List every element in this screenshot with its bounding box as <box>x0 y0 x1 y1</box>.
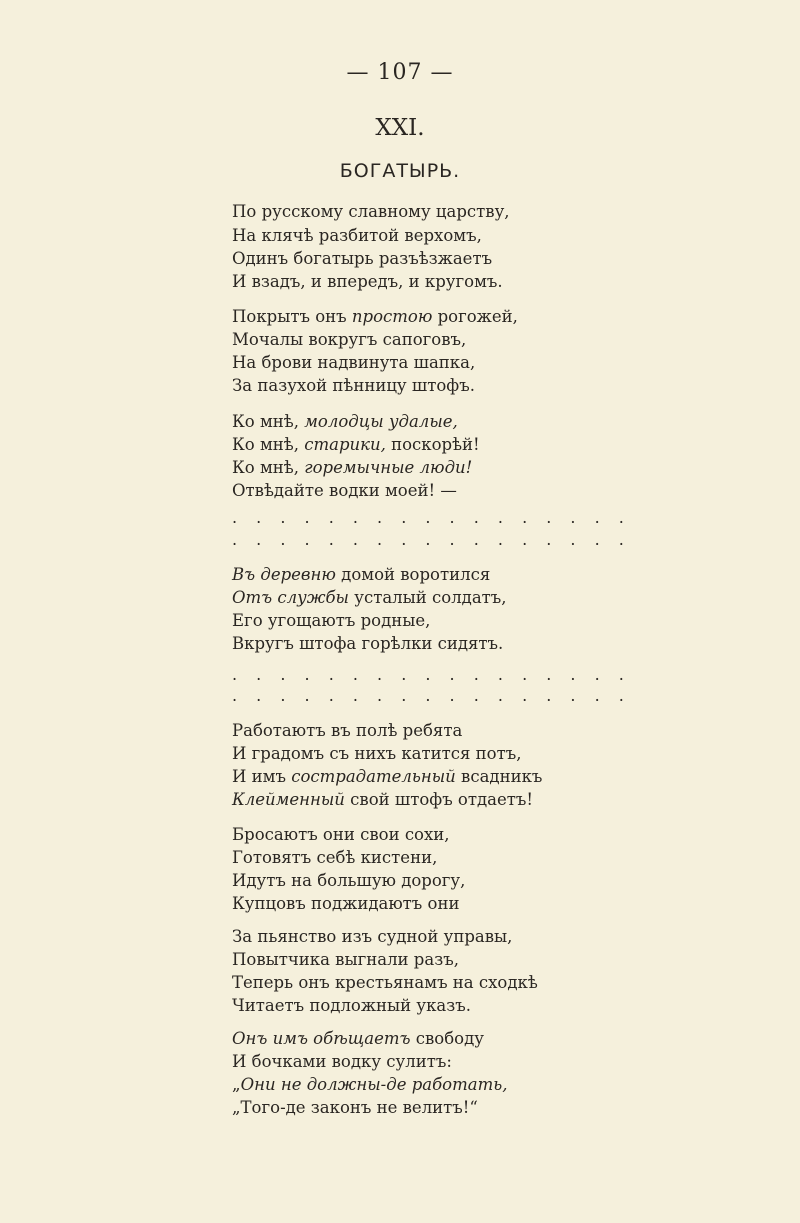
chapter-number: XXI. <box>375 115 425 141</box>
poem-line: Купцовъ поджидаютъ они <box>232 894 460 913</box>
poem-line: И имъ сострадательный всадникъ <box>232 767 543 786</box>
poem-line: На клячѣ разбитой верхомъ, <box>232 226 482 245</box>
poem-line: Готовятъ себѣ кистени, <box>232 848 438 867</box>
poem-line: Въ деревню домой воротился <box>232 565 491 584</box>
ellipsis-row: . . . . . . . . . . . . . . . . . <box>232 530 631 549</box>
poem-line: Ко мнѣ, старики, поскорѣй! <box>232 435 480 454</box>
poem-line: Одинъ богатырь разъѣзжаетъ <box>232 249 493 268</box>
poem-line: За пьянство изъ судной управы, <box>232 927 513 946</box>
poem-line: Онъ имъ обѣщаетъ свободу <box>232 1029 484 1048</box>
poem-line: Ко мнѣ, молодцы удалые, <box>232 412 458 431</box>
poem-line: На брови надвинута шапка, <box>232 353 476 372</box>
poem-line: Отъ службы усталый солдатъ, <box>232 588 507 607</box>
poem-line: Клейменный свой штофъ отдаетъ! <box>232 790 534 809</box>
poem-line: Покрытъ онъ простою рогожей, <box>232 307 518 326</box>
poem-line: Повытчика выгнали разъ, <box>232 950 459 969</box>
poem-line: Теперь онъ крестьянамъ на сходкѣ <box>232 973 538 992</box>
poem-line: И градомъ съ нихъ катится потъ, <box>232 744 522 763</box>
ellipsis-row: . . . . . . . . . . . . . . . . . <box>232 508 631 527</box>
poem-line: И взадъ, и впередъ, и кругомъ. <box>232 272 503 291</box>
ellipsis-row: . . . . . . . . . . . . . . . . . <box>232 686 631 705</box>
page-number: — 107 — <box>346 60 454 85</box>
poem-line: Бросаютъ они свои сохи, <box>232 825 450 844</box>
ellipsis-row: . . . . . . . . . . . . . . . . . <box>232 665 631 684</box>
poem-line: Ко мнѣ, горемычные люди! <box>232 458 473 477</box>
poem-line: „Они не должны-де работать, <box>232 1075 508 1094</box>
poem-line: Отвѣдайте водки моей! — <box>232 481 457 500</box>
poem-line: И бочками водку сулитъ: <box>232 1052 452 1071</box>
poem-line: За пазухой пѣнницу штофъ. <box>232 376 475 395</box>
poem-line: Идутъ на большую дорогу, <box>232 871 466 890</box>
poem-line: По русскому славному царству, <box>232 202 510 221</box>
poem-line: Его угощаютъ родные, <box>232 611 431 630</box>
poem-line: Мочалы вокругъ сапоговъ, <box>232 330 467 349</box>
poem-line: Читаетъ подложный указъ. <box>232 996 472 1015</box>
poem-title: БОГАТЫРЬ. <box>339 160 461 182</box>
poem-line: Вкругъ штофа горѣлки сидятъ. <box>232 634 504 653</box>
poem-line: „Того-де законъ не велитъ!“ <box>232 1098 478 1117</box>
poem-line: Работаютъ въ полѣ ребята <box>232 721 463 740</box>
